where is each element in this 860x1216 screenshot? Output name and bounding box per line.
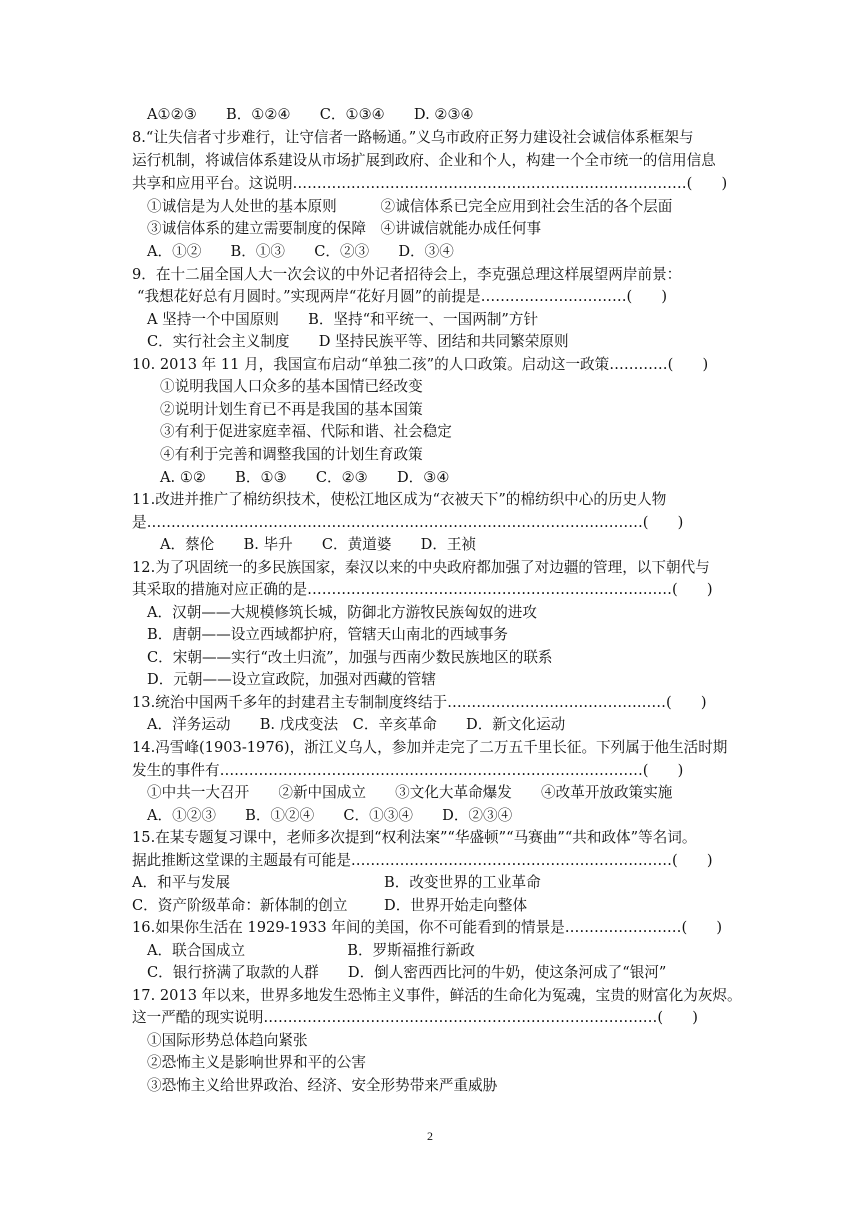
text-line: B．改变世界的工业革命 — [384, 874, 541, 891]
text-line: “我想花好总有月圆时。”实现两岸“花好月圆”的前提是…………………………( ) — [137, 288, 668, 305]
text-line: 16.如果你生活在 1929-1933 年间的美国，你不可能看到的情景是……………………( ) — [132, 919, 723, 936]
text-line: A．汉朝——大规模修筑长城，防御北方游牧民族匈奴的进攻 — [147, 604, 537, 621]
text-line: 8.“让失信者寸步难行，让守信者一路畅通。”义乌市政府正努力建设社会诚信体系框架与 — [132, 129, 694, 146]
text-line: B．唐朝——设立西域都护府，管辖天山南北的西域事务 — [147, 626, 508, 643]
text-line: ③有利于促进家庭幸福、代际和谐、社会稳定 — [160, 423, 452, 440]
text-line: A．蔡伦 B. 毕升 C．黄道婆 D．王祯 — [160, 536, 477, 553]
text-line: 这一严酷的现实说明………………………………………………………………………( ) — [132, 1009, 698, 1026]
text-line: ③恐怖主义给世界政治、经济、安全形势带来严重威胁 — [147, 1077, 498, 1094]
text-line: 17. 2013 年以来，世界多地发生恐怖主义事件，鲜活的生命化为冤魂，宝贵的财富化为灰烬。 — [132, 987, 742, 1004]
text-line: C．银行挤满了取款的人群 D．倒人密西西比河的牛奶，使这条河成了“银河” — [147, 964, 667, 981]
text-line: 发生的事件有……………………………………………………………………………( ) — [132, 762, 684, 779]
text-line: ①中共一大召开 ②新中国成立 ③文化大革命爆发 ④改革开放政策实施 — [147, 784, 673, 801]
text-line: 15.在某专题复习课中，老师多次提到“权利法案”“华盛顿”“马赛曲”“共和政体”等名词。 — [132, 829, 697, 846]
text-line: D．元朝——设立宣政院，加强对西藏的管辖 — [147, 671, 436, 688]
text-line: A．①②③ B．①②④ C．①③④ D．②③④ — [147, 807, 513, 824]
text-line: A．和平与发展 — [132, 874, 231, 891]
text-line: ②说明计划生育已不再是我国的基本国策 — [160, 401, 423, 418]
text-line: A．①② B．①③ C．②③ D．③④ — [147, 243, 454, 260]
text-line: 其采取的措施对应正确的是…………………………………………………………………( ) — [132, 581, 713, 598]
text-line: A 坚持一个中国原则 B．坚持“和平统一、一国两制”方针 — [147, 311, 539, 328]
text-line: 12.为了巩固统一的多民族国家，秦汉以来的中央政府都加强了对边疆的管理，以下朝代与 — [132, 559, 710, 576]
text-line: A．联合国成立 B．罗斯福推行新政 — [147, 942, 475, 959]
text-line: ①说明我国人口众多的基本国情已经改变 — [160, 378, 423, 395]
text-line: 据此推断这堂课的主题最有可能是…………………………………………………………( ) — [132, 852, 713, 869]
text-line: 9．在十二届全国人大一次会议的中外记者招待会上，李克强总理这样展望两岸前景： — [132, 266, 682, 283]
text-line: C．资产阶级革命：新体制的创立 — [132, 897, 348, 914]
text-line: 14.冯雪峰(1903-1976)，浙江义乌人，参加并走完了二万五千里长征。下列属于他生活时期 — [132, 739, 728, 756]
text-line: D．世界开始走向整体 — [384, 897, 528, 914]
text-line: A．洋务运动 B. 戊戌变法 C．辛亥革命 D．新文化运动 — [147, 716, 566, 733]
text-line: 11.改进并推广了棉纺织技术，使松江地区成为“衣被天下”的棉纺织中心的历史人物 — [132, 491, 667, 508]
text-line: ③诚信体系的建立需要制度的保障 ④讲诚信就能办成任何事 — [147, 220, 542, 237]
text-line: 共享和应用平台。这说明………………………………………………………………………( ) — [132, 175, 728, 192]
text-line: C．实行社会主义制度 D 坚持民族平等、团结和共同繁荣原则 — [147, 333, 569, 350]
text-line: C．宋朝——实行“改土归流”，加强与西南少数民族地区的联系 — [147, 649, 553, 666]
text-line: 10. 2013 年 11 月，我国宣布启动“单独二孩”的人口政策。启动这一政策…………( ) — [132, 356, 709, 373]
text-line: ①国际形势总体趋向紧张 — [147, 1032, 308, 1049]
text-line: 运行机制，将诚信体系建设从市场扩展到政府、企业和个人，构建一个全市统一的信用信息 — [132, 152, 716, 169]
page-number: 2 — [427, 1129, 433, 1143]
text-line: A. ①② B．①③ C．②③ D．③④ — [160, 469, 450, 486]
text-line: 是…………………………………………………………………………………………( ) — [132, 514, 684, 531]
text-line: A①②③ B．①②④ C．①③④ D. ②③④ — [147, 106, 474, 123]
text-line: 13.统治中国两千多年的封建君主专制制度终结于………………………………………( ) — [132, 694, 707, 711]
text-line: ①诚信是为人处世的基本原则 ②诚信体系已完全应用到社会生活的各个层面 — [147, 198, 673, 215]
text-line: ④有利于完善和调整我国的计划生育政策 — [160, 446, 423, 463]
text-line: ②恐怖主义是影响世界和平的公害 — [147, 1054, 366, 1071]
